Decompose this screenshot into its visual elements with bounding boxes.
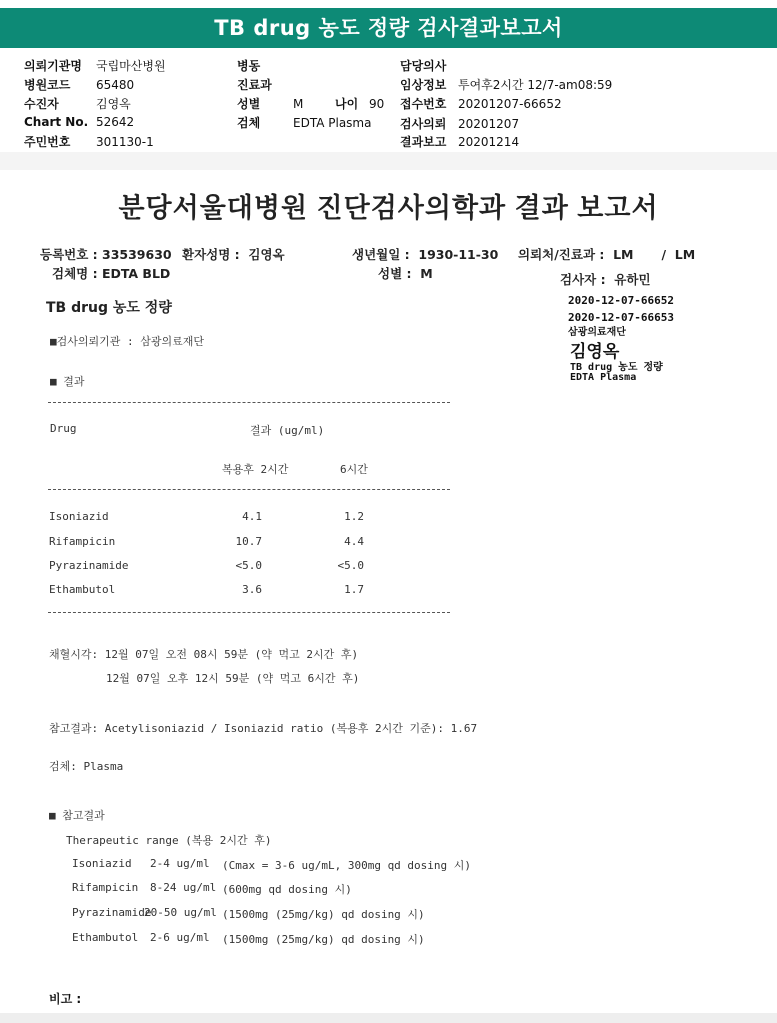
tester: [560, 270, 651, 288]
patient-name: [182, 245, 285, 263]
header-value: 65480: [96, 78, 135, 92]
header-value: 20201214: [458, 135, 520, 149]
dept-value-1: LM: [613, 247, 634, 262]
range-drug: Isoniazid: [72, 857, 132, 870]
range-value: 8-24 ug/ml: [150, 881, 217, 894]
header-value: 301130-1: [96, 135, 154, 149]
drug-value-6h: 1.7: [344, 583, 364, 596]
header-label: 검사의뢰: [400, 117, 447, 131]
divider-line: [48, 402, 450, 403]
header-value: 김영옥: [96, 97, 131, 111]
top-strip: [0, 0, 777, 8]
time-2h-header: 복용후 2시간: [222, 463, 289, 476]
range-note: (600mg qd dosing 시): [222, 883, 352, 896]
specimen-label: 검체명 :: [52, 266, 98, 281]
header-row-specimen: [237, 114, 371, 131]
reg-no-value: 33539630: [102, 247, 172, 262]
range-note: (Cmax = 3-6 ug/mL, 300mg qd dosing 시): [222, 859, 472, 872]
section-title: TB drug 농도 정량: [46, 300, 172, 316]
stamp-name: 김영옥: [570, 342, 620, 362]
patient-sex: [378, 264, 433, 282]
range-value: 20-50 ug/ml: [144, 906, 217, 919]
time-6h-header: 6시간: [340, 463, 368, 476]
dob-label: 생년월일 :: [352, 247, 410, 262]
birth-date: [352, 245, 498, 263]
remarks-label: 비고 :: [49, 992, 82, 1006]
reg-no: [40, 245, 172, 263]
sex-value: M: [420, 266, 433, 281]
header-value: 52642: [96, 115, 135, 129]
range-note: (1500mg (25mg/kg) qd dosing 시): [222, 908, 425, 921]
header-label: 병원코드: [24, 78, 71, 92]
header-row-department: [237, 76, 293, 93]
range-drug: Ethambutol: [72, 931, 139, 944]
stamp-test: TB drug 농도 정량: [570, 362, 663, 373]
specimen-value: EDTA BLD: [101, 266, 171, 281]
dept-value-2: LM: [674, 247, 696, 262]
header-row-request-date: [400, 115, 519, 132]
dept-separator: /: [661, 247, 667, 262]
section-divider: [0, 152, 777, 170]
stamp-line-1: 2020-12-07-66652: [568, 294, 674, 307]
header-row-institution: [24, 57, 166, 74]
drug-value-2h: <5.0: [235, 559, 262, 572]
header-label: 나이: [335, 97, 359, 111]
header-label: 임상정보: [400, 78, 447, 92]
header-row-clinical-info: [400, 76, 612, 93]
drug-value-2h: 4.1: [242, 510, 262, 523]
tester-value: 유하민: [614, 272, 651, 287]
result-column-header: 결과 (ug/ml): [250, 424, 325, 437]
header-value: 20201207-66652: [458, 97, 562, 111]
sampling-time-1: 채혈시각: 12월 07일 오전 08시 59분 (약 먹고 2시간 후): [49, 648, 359, 661]
divider-line: [48, 612, 450, 613]
header-row-hospital-code: [24, 76, 134, 93]
header-label: 병동: [237, 59, 261, 73]
patient-value: 김영옥: [248, 247, 285, 262]
header-row-chart-no: [24, 115, 134, 129]
header-row-resident-no: [24, 133, 154, 150]
header-value: 투여후2시간 12/7-am08:59: [458, 78, 613, 92]
header-value: M: [293, 97, 304, 111]
header-label: 의뢰기관명: [24, 59, 82, 73]
header-row-ward: [237, 57, 293, 74]
patient-label: 환자성명 :: [182, 247, 240, 262]
dob-value: 1930-11-30: [418, 247, 499, 262]
report-title: TB drug 농도 정량 검사결과보고서: [0, 8, 777, 48]
therapeutic-range-title: Therapeutic range (복용 2시간 후): [66, 834, 272, 847]
reference-heading: ■ 참고결과: [49, 809, 105, 822]
header-label: 진료과: [237, 78, 272, 92]
stamp-line-2: 2020-12-07-66653: [568, 311, 674, 324]
reference-result: 참고결과: Acetylisoniazid / Isoniazid ratio (복용후 2시간 기준): 1.67: [49, 722, 478, 735]
header-value: 국립마산병원: [96, 59, 166, 73]
header-label: 수진자: [24, 97, 59, 111]
drug-value-2h: 10.7: [235, 535, 262, 548]
drug-name: Ethambutol: [49, 583, 116, 596]
header-value: 90: [369, 97, 385, 111]
header-row-accession: [400, 95, 562, 112]
drug-value-6h: <5.0: [337, 559, 364, 572]
requesting-dept: [518, 245, 695, 263]
header-label: Chart No.: [24, 115, 89, 129]
header-row-patient: [24, 95, 131, 112]
result-heading: ■ 결과: [50, 375, 85, 388]
stamp-specimen: EDTA Plasma: [570, 372, 637, 383]
range-drug: Rifampicin: [72, 881, 139, 894]
header-label: 검체: [237, 116, 261, 130]
sampling-time-2: 12월 07일 오후 12시 59분 (약 먹고 6시간 후): [106, 672, 360, 685]
dept-label: 의뢰처/진료과 :: [518, 247, 605, 262]
range-note: (1500mg (25mg/kg) qd dosing 시): [222, 933, 425, 946]
reg-no-label: 등록번호 :: [40, 247, 98, 262]
header-label: 주민번호: [24, 135, 71, 149]
tester-label: 검사자 :: [560, 272, 606, 287]
drug-value-6h: 4.4: [344, 535, 364, 548]
drug-value-6h: 1.2: [344, 510, 364, 523]
divider-line: [48, 489, 450, 490]
header-label: 담당의사: [400, 59, 447, 73]
specimen-line: 검체: Plasma: [49, 760, 124, 773]
header-value: 20201207: [458, 117, 520, 131]
specimen-name: [52, 264, 170, 282]
bottom-strip: [0, 1013, 777, 1023]
header-label: 결과보고: [400, 135, 447, 149]
drug-name: Isoniazid: [49, 510, 109, 523]
drug-name: Rifampicin: [49, 535, 116, 548]
header-row-sex: [237, 95, 384, 112]
stamp-org: 삼광의료재단: [568, 327, 626, 338]
range-value: 2-4 ug/ml: [150, 857, 210, 870]
header-row-doctor: [400, 57, 458, 74]
drug-value-2h: 3.6: [242, 583, 262, 596]
range-drug: Pyrazinamide: [72, 906, 152, 919]
drug-name: Pyrazinamide: [49, 559, 129, 572]
header-value: EDTA Plasma: [293, 116, 372, 130]
requesting-org: ■검사의뢰기관 : 삼광의료재단: [50, 335, 205, 348]
range-value: 2-6 ug/ml: [150, 931, 210, 944]
drug-column-header: Drug: [50, 422, 77, 435]
hospital-report-title: 분당서울대병원 진단검사의학과 결과 보고서: [118, 193, 659, 223]
header-row-report-date: [400, 133, 519, 150]
sex-label: 성별 :: [378, 266, 412, 281]
header-label: 접수번호: [400, 97, 447, 111]
header-label: 성별: [237, 97, 261, 111]
